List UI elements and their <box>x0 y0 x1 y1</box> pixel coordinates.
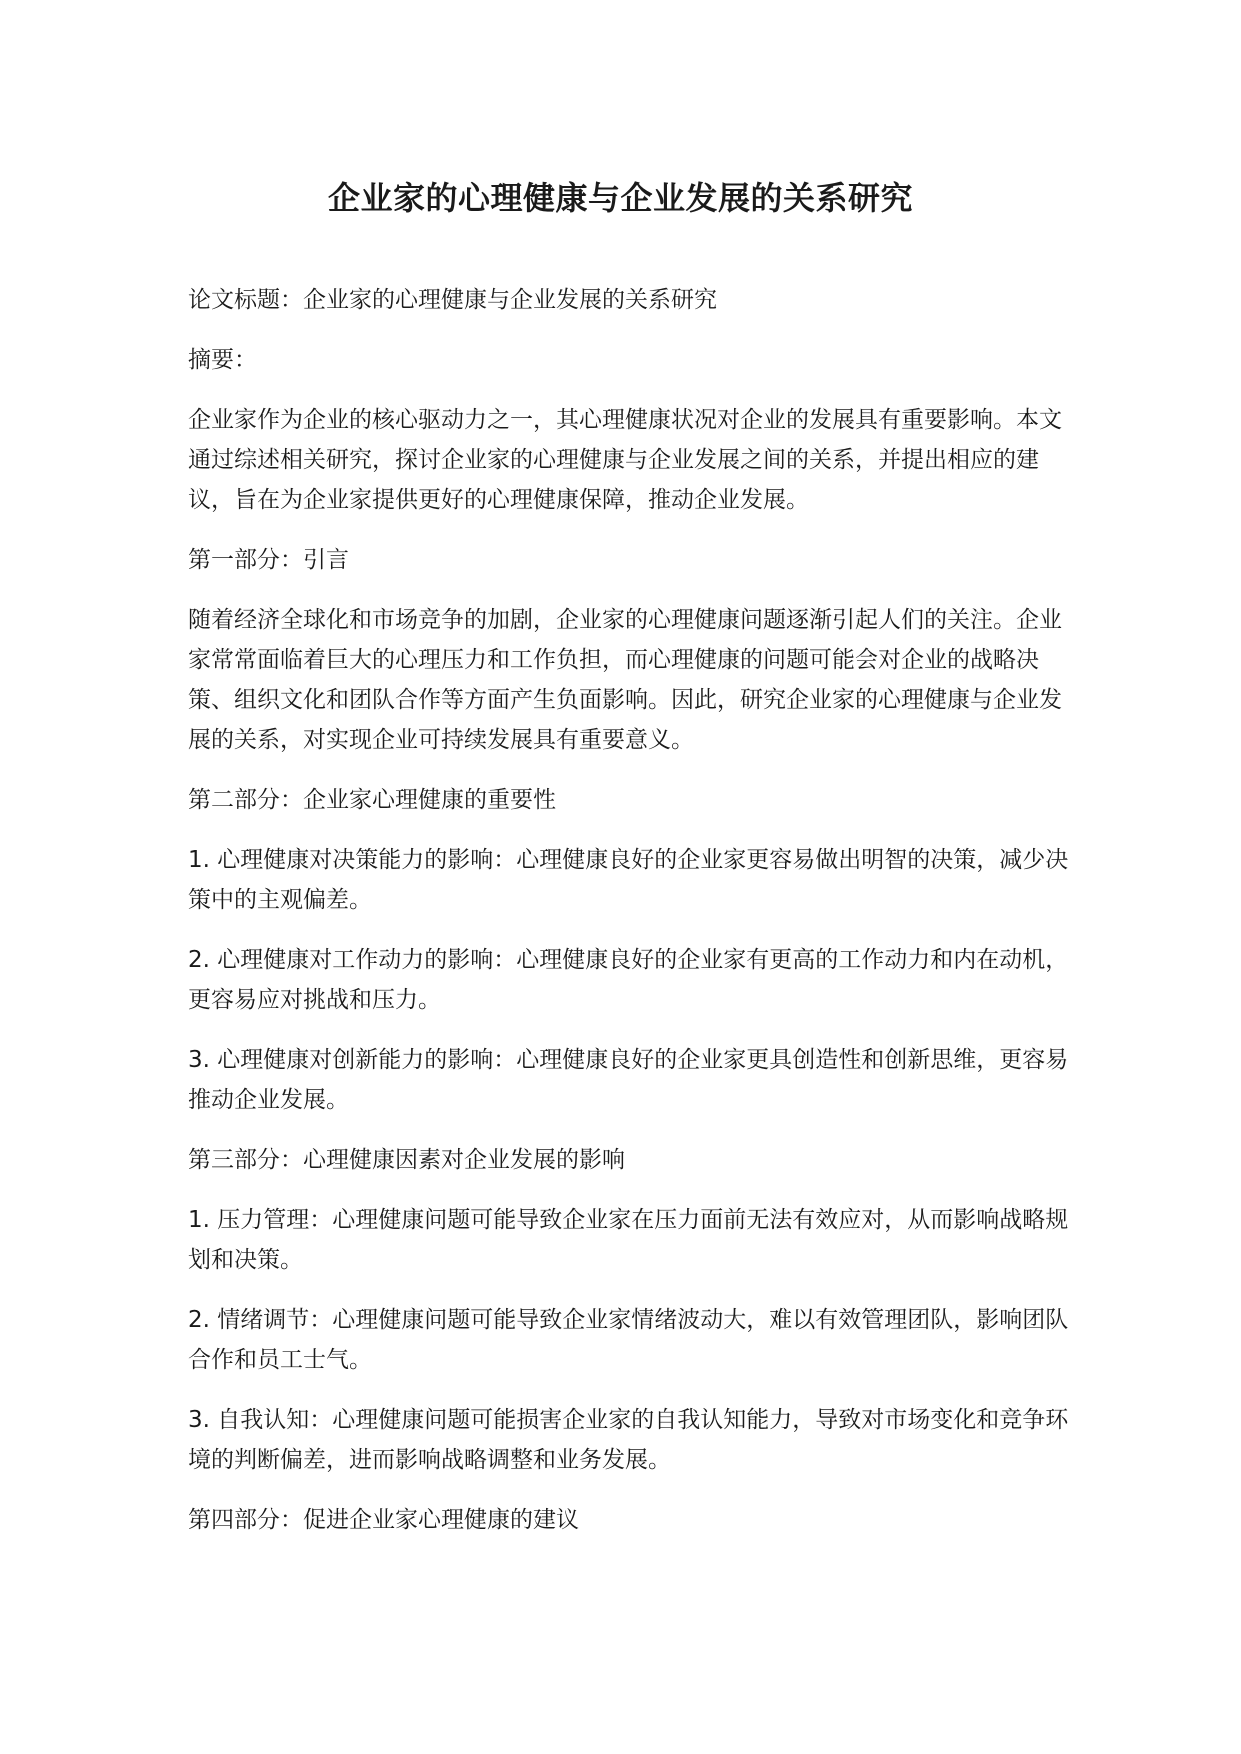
list-item: 2. 心理健康对工作动力的影响：心理健康良好的企业家有更高的工作动力和内在动机，更容易应对挑战和压力。 <box>188 947 1069 1013</box>
abstract-heading: 摘要： <box>188 347 257 373</box>
section-heading-suggestions: 第四部分：促进企业家心理健康的建议 <box>188 1507 579 1533</box>
list-item: 2. 情绪调节：心理健康问题可能导致企业家情绪波动大，难以有效管理团队，影响团队合作和员工士气。 <box>188 1307 1069 1373</box>
list-item: 3. 心理健康对创新能力的影响：心理健康良好的企业家更具创造性和创新思维，更容易推动企业发展。 <box>188 1047 1069 1113</box>
intro-paragraph: 随着经济全球化和市场竞争的加剧，企业家的心理健康问题逐渐引起人们的关注。企业家常常面临着巨大的心理压力和工作负担，而心理健康的问题可能会对企业的战略决策、组织文化和团队合作等方面产生负面影响。因此，研究企业家的心理健康与企业发展的关系，对实现企业可持续发展具有重要意义。 <box>188 607 1062 753</box>
document-title: 企业家的心理健康与企业发展的关系研究 <box>327 179 913 217</box>
list-item: 1. 心理健康对决策能力的影响：心理健康良好的企业家更容易做出明智的决策，减少决策中的主观偏差。 <box>188 847 1069 913</box>
document-body <box>188 280 1080 1560</box>
list-item: 1. 压力管理：心理健康问题可能导致企业家在压力面前无法有效应对，从而影响战略规划和决策。 <box>188 1207 1069 1273</box>
abstract-paragraph: 企业家作为企业的核心驱动力之一，其心理健康状况对企业的发展具有重要影响。本文通过综述相关研究，探讨企业家的心理健康与企业发展之间的关系，并提出相应的建议，旨在为企业家提供更好的心理健康保障，推动企业发展。 <box>188 407 1062 513</box>
paper-title-line: 论文标题：企业家的心理健康与企业发展的关系研究 <box>188 287 717 313</box>
section-heading-intro: 第一部分：引言 <box>188 547 349 573</box>
list-item: 3. 自我认知：心理健康问题可能损害企业家的自我认知能力，导致对市场变化和竞争环境的判断偏差，进而影响战略调整和业务发展。 <box>188 1407 1069 1473</box>
section-heading-impact: 第三部分：心理健康因素对企业发展的影响 <box>188 1147 625 1173</box>
section-heading-importance: 第二部分：企业家心理健康的重要性 <box>188 787 556 813</box>
